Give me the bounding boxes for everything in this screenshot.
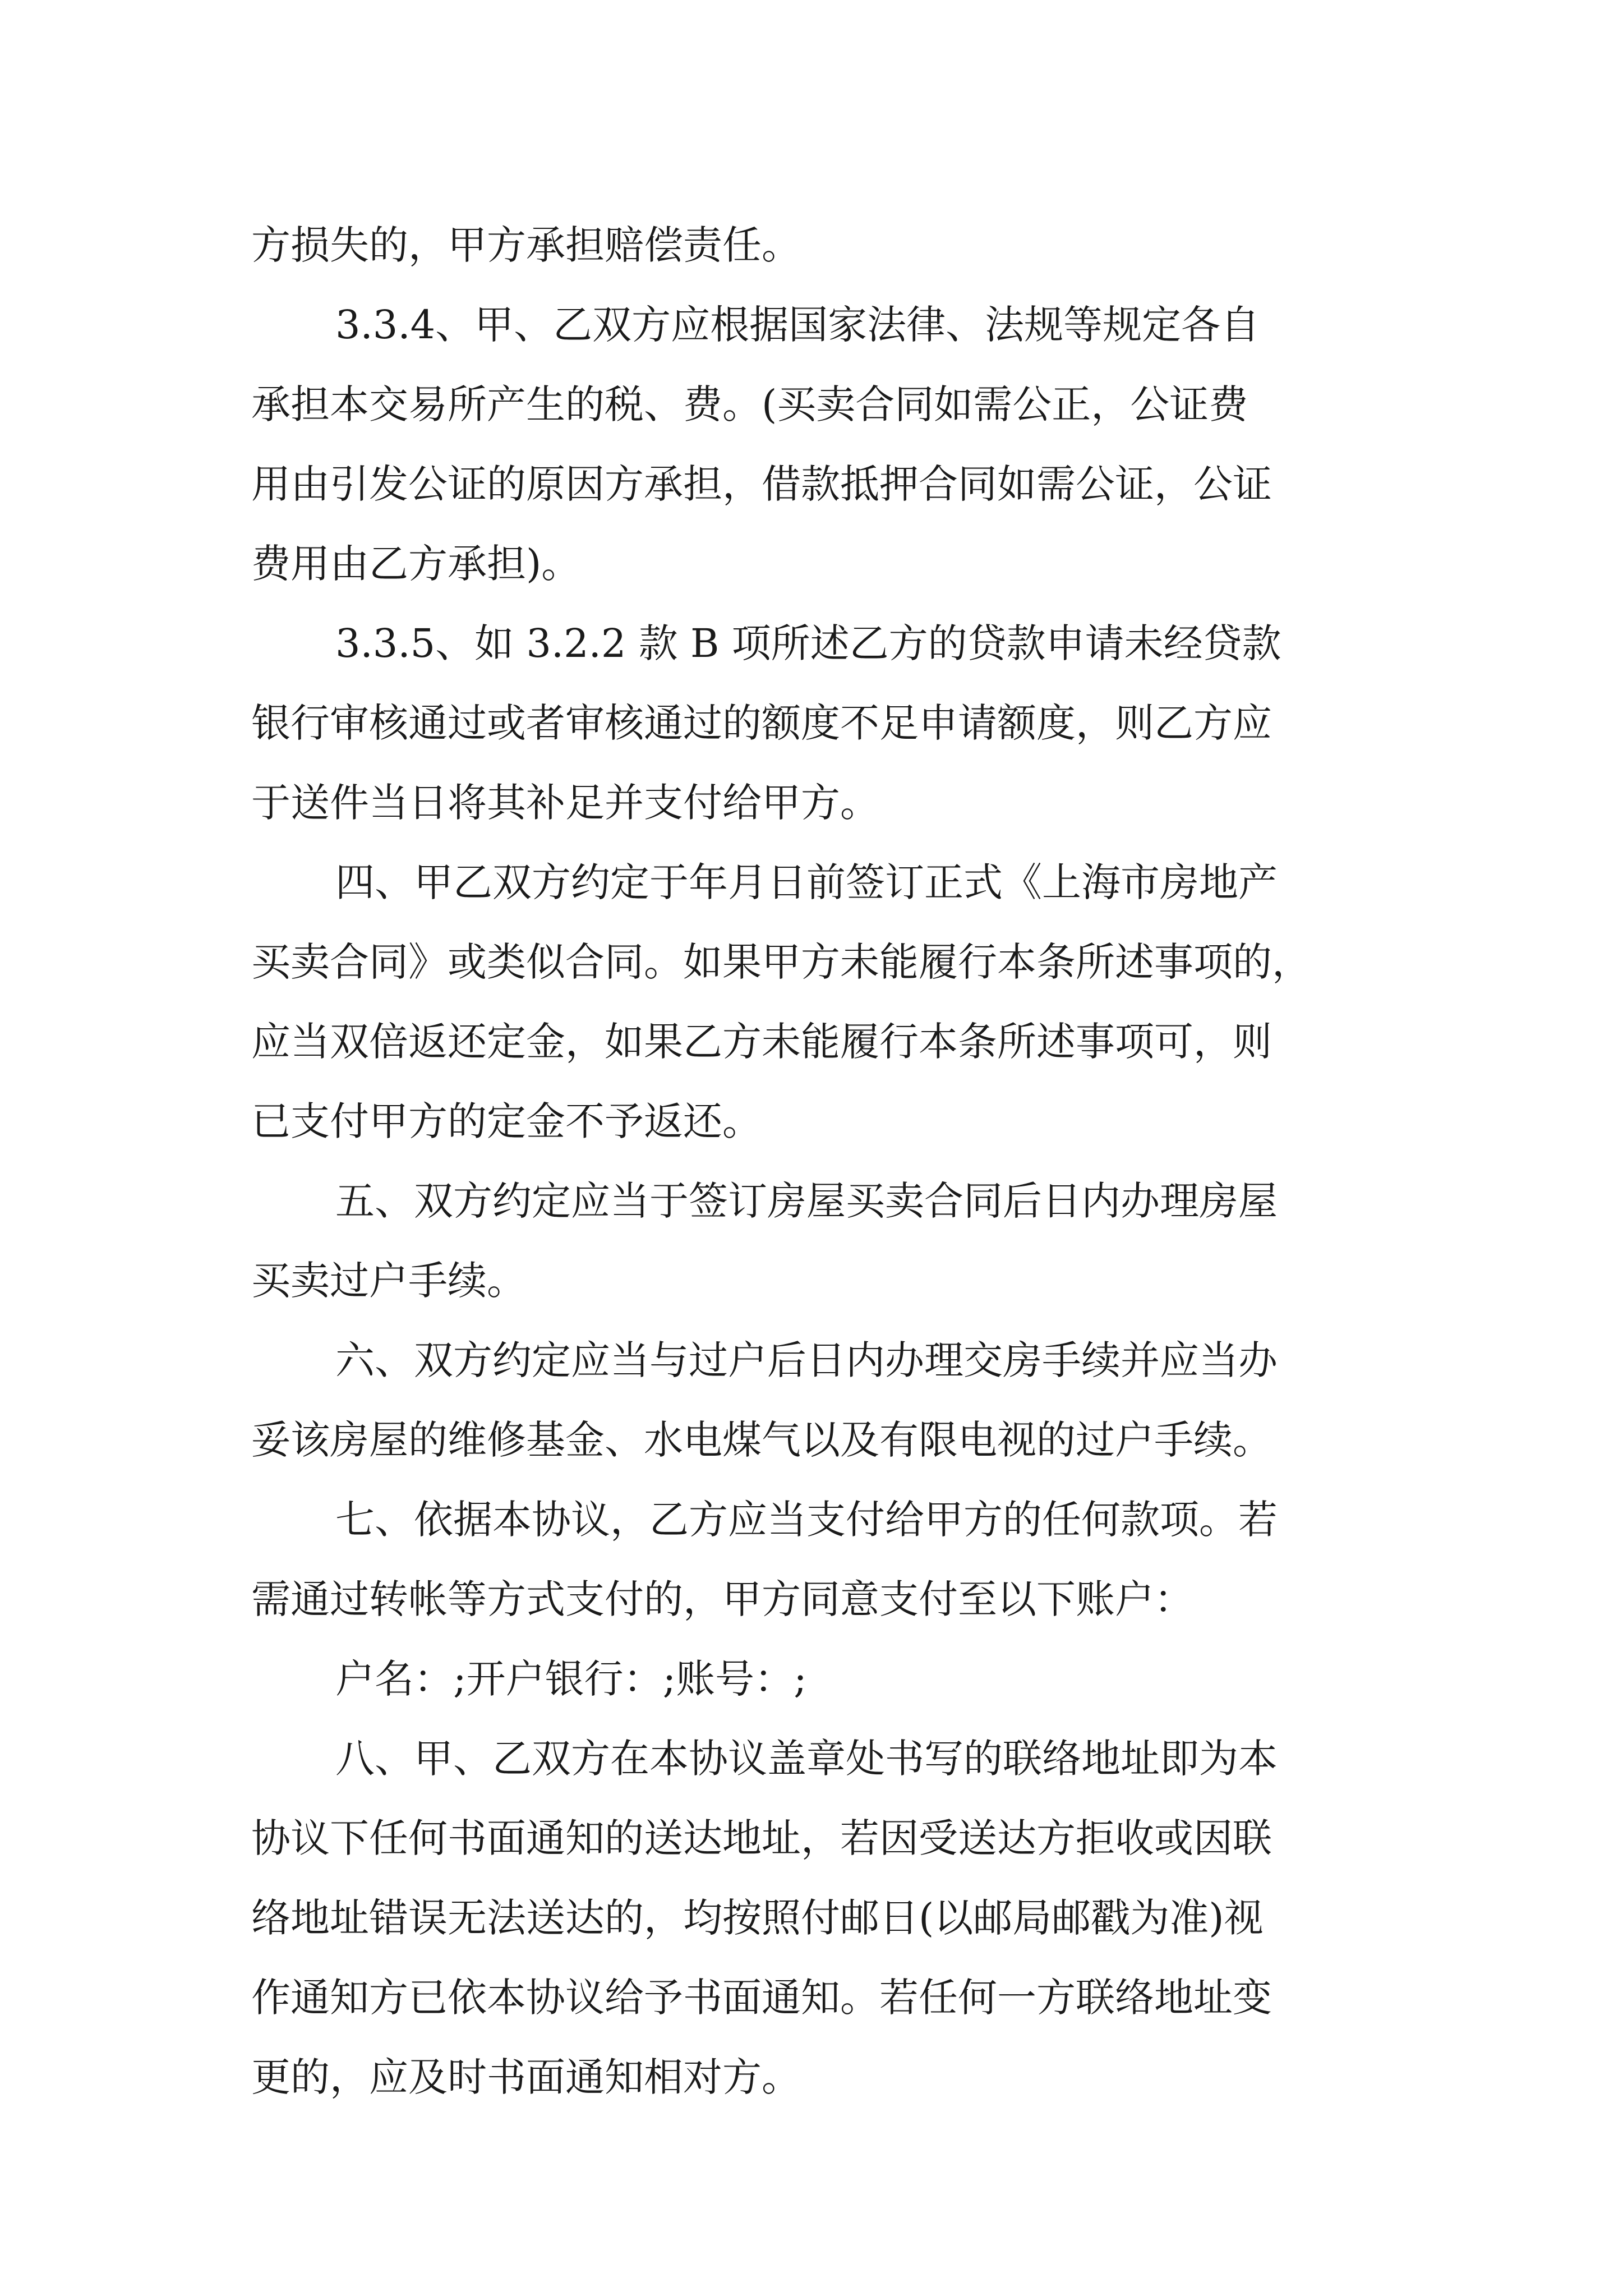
text-line: 协议下任何书面通知的送达地址，若因受送达方拒收或因联 bbox=[251, 1815, 1272, 1861]
clause-5-line: 五、双方约定应当于签订房屋买卖合同后日内办理房屋 bbox=[335, 1178, 1278, 1224]
contract-text bbox=[251, 205, 1412, 2117]
text-line: 费用由乙方承担)。 bbox=[251, 541, 581, 587]
clause-6-line: 六、双方约定应当与过户后日内办理交房手续并应当办 bbox=[335, 1337, 1278, 1383]
text-line: 更的，应及时书面通知相对方。 bbox=[251, 2054, 801, 2100]
clause-3-3-4-line: 3.3.4、甲、乙双方应根据国家法律、法规等规定各自 bbox=[335, 302, 1260, 348]
text-line: 买卖合同》或类似合同。如果甲方未能履行本条所述事项的， bbox=[251, 939, 1311, 985]
clause-4-line: 四、甲乙双方约定于年月日前签订正式《上海市房地产 bbox=[335, 859, 1278, 905]
text-line: 用由引发公证的原因方承担，借款抵押合同如需公证，公证 bbox=[251, 461, 1272, 507]
text-line: 银行审核通过或者审核通过的额度不足申请额度，则乙方应 bbox=[251, 700, 1272, 746]
text-line: 已支付甲方的定金不予返还。 bbox=[251, 1098, 762, 1144]
text-line: 买卖过户手续。 bbox=[251, 1258, 526, 1304]
text-line: 应当双倍返还定金，如果乙方未能履行本条所述事项可，则 bbox=[251, 1019, 1272, 1065]
text-line: 承担本交易所产生的税、费。(买卖合同如需公正，公证费 bbox=[251, 381, 1248, 427]
text-line: 于送件当日将其补足并支付给甲方。 bbox=[251, 780, 879, 826]
text-line: 方损失的，甲方承担赔偿责任。 bbox=[251, 222, 801, 268]
clause-7-line: 七、依据本协议，乙方应当支付给甲方的任何款项。若 bbox=[335, 1497, 1278, 1543]
text-line: 作通知方已依本协议给予书面通知。若任何一方联络地址变 bbox=[251, 1975, 1272, 2021]
text-line: 需通过转帐等方式支付的，甲方同意支付至以下账户： bbox=[251, 1576, 1193, 1622]
clause-3-3-5-line: 3.3.5、如 3.2.2 款 B 项所述乙方的贷款申请未经贷款 bbox=[335, 620, 1281, 666]
account-info-line: 户名：;开户银行：;账号：; bbox=[335, 1656, 807, 1702]
text-line: 络地址错误无法送达的，均按照付邮日(以邮局邮戳为准)视 bbox=[251, 1895, 1264, 1941]
text-line: 妥该房屋的维修基金、水电煤气以及有限电视的过户手续。 bbox=[251, 1417, 1272, 1463]
clause-8-line: 八、甲、乙双方在本协议盖章处书写的联络地址即为本 bbox=[335, 1736, 1278, 1782]
